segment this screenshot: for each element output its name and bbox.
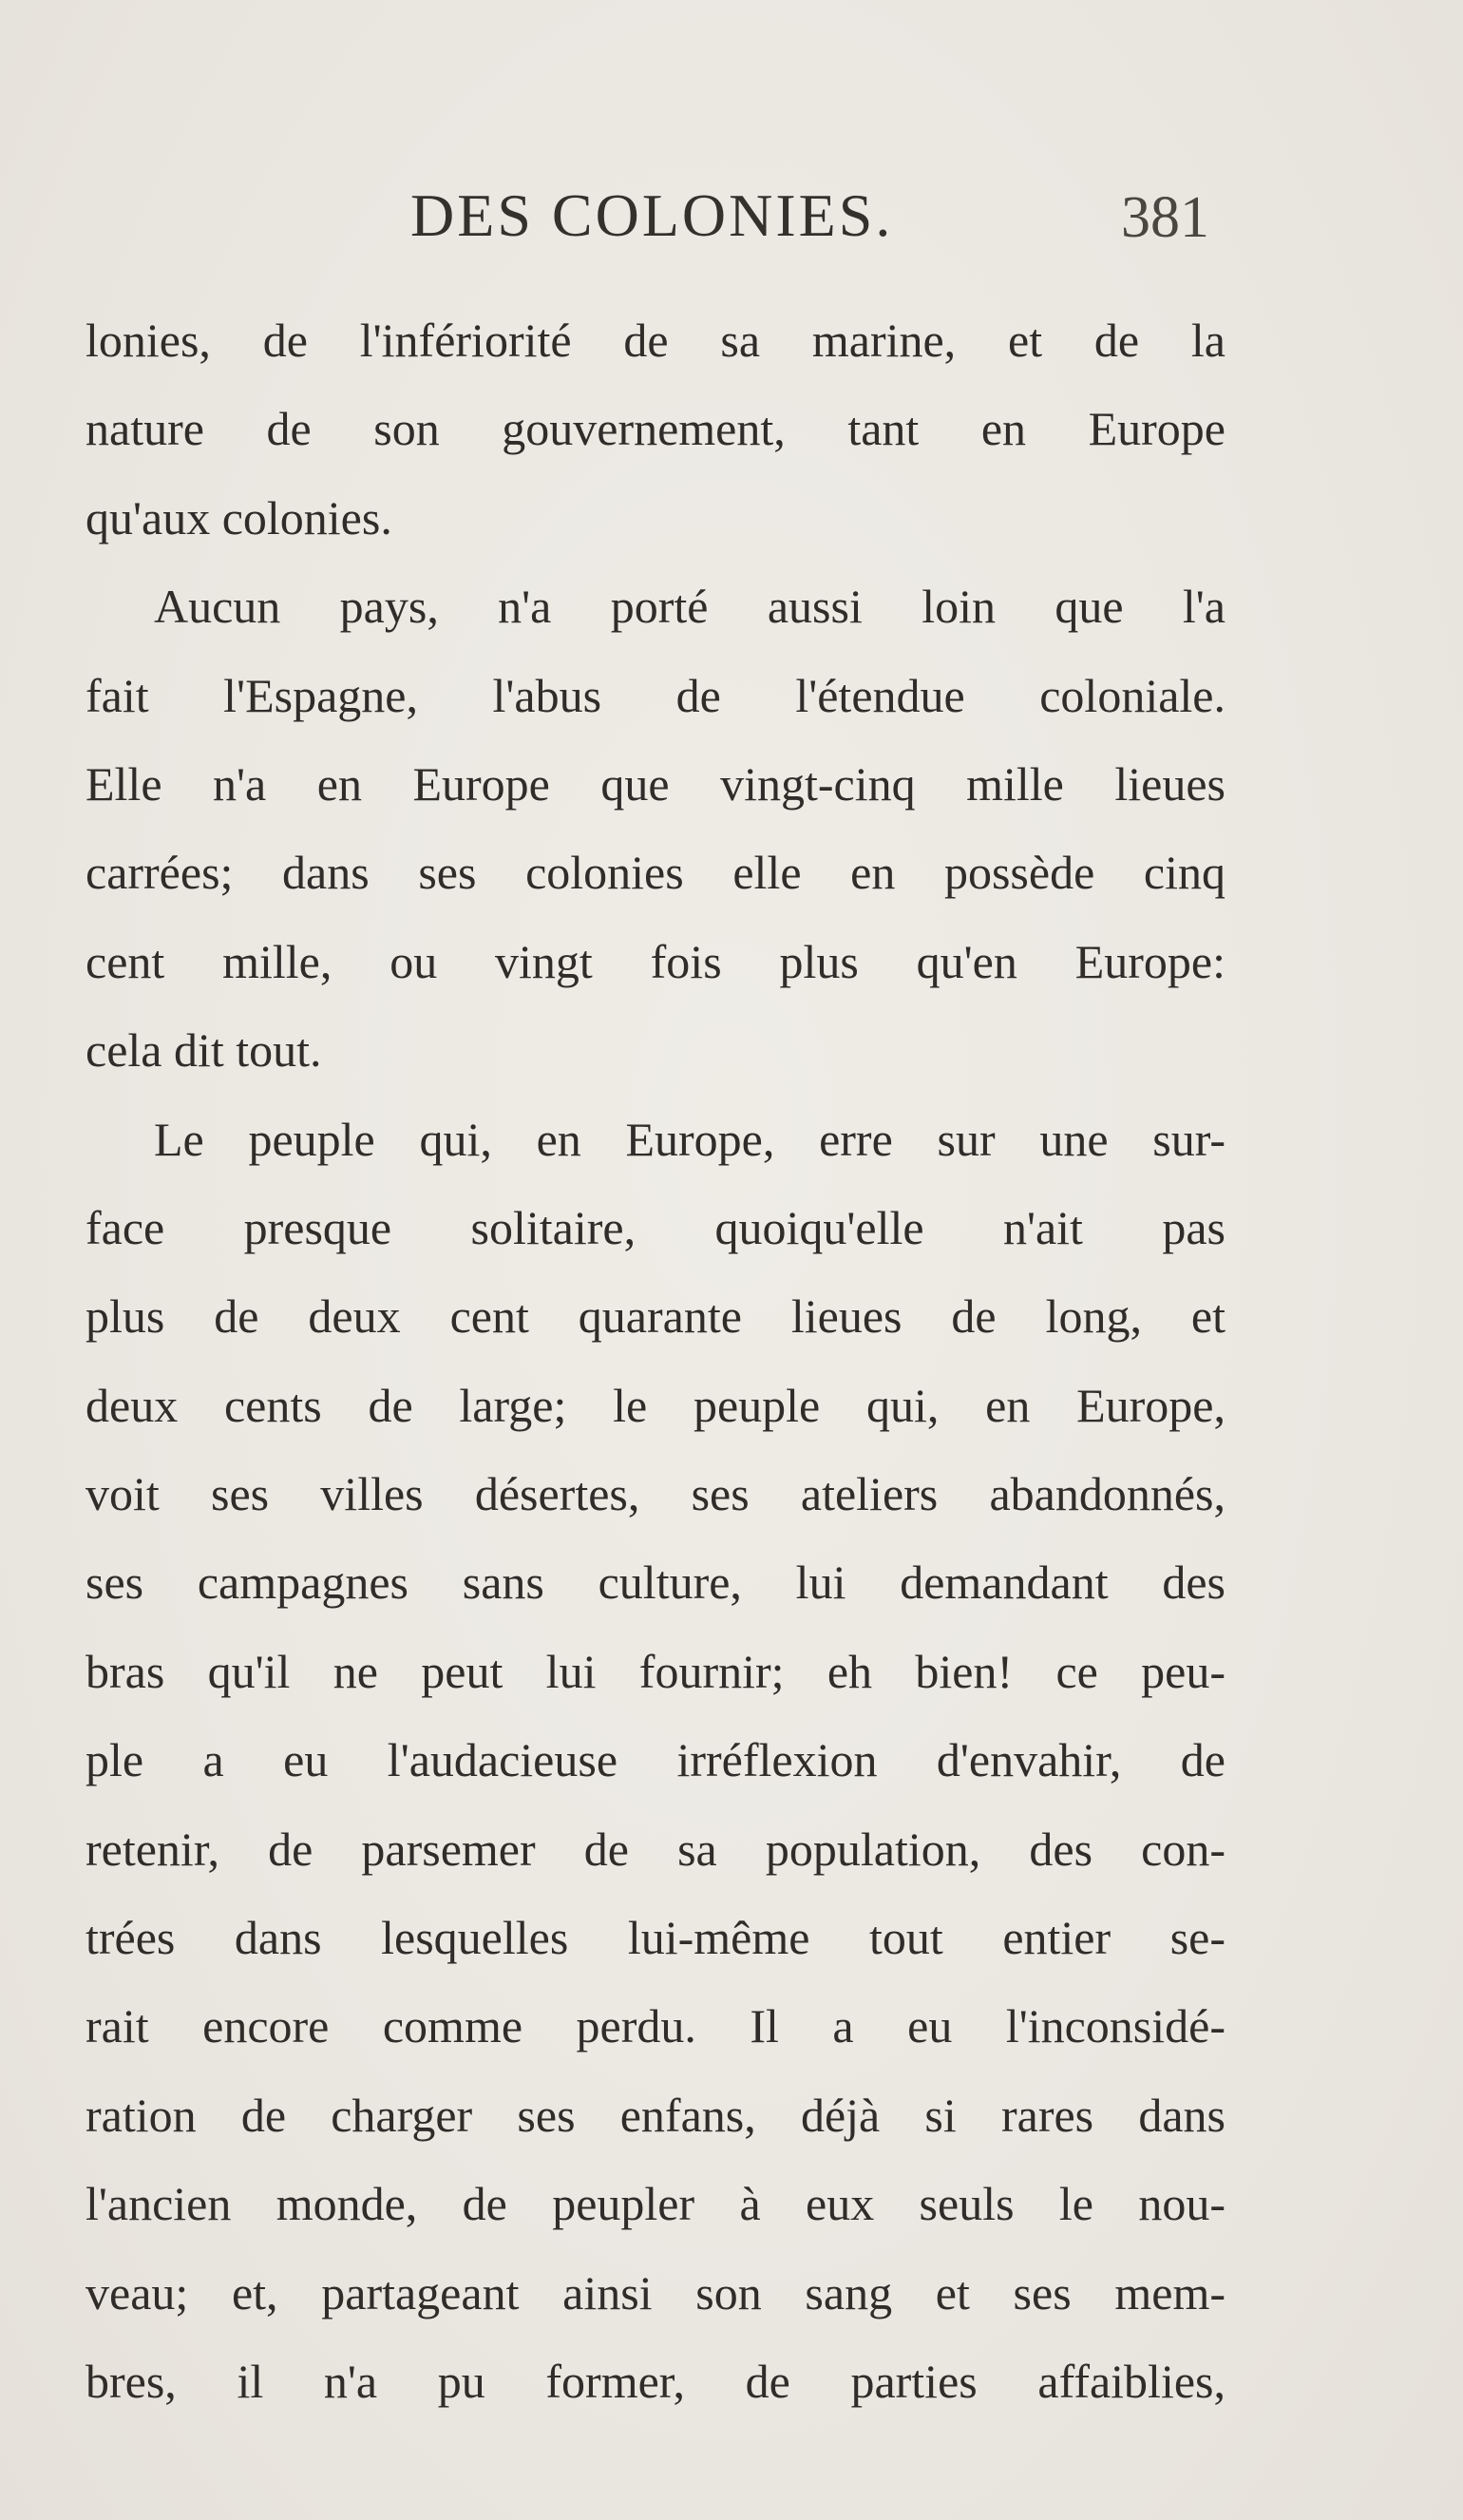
running-title: DES COLONIES. — [410, 181, 894, 249]
text-line: l'ancien monde, de peupler à eux seuls le nou- — [86, 2177, 1226, 2231]
text-line: cela dit tout. — [86, 1023, 322, 1078]
text-line: ration de charger ses enfans, déjà si rares dans — [86, 2088, 1226, 2142]
text-line: ple a eu l'audacieuse irréflexion d'envahir, de — [86, 1733, 1226, 1787]
body-text — [86, 296, 1226, 2426]
text-line: bres, il n'a pu former, de parties affaiblies, — [86, 2354, 1226, 2408]
text-line: rait encore comme perdu. Il a eu l'inconsidé- — [86, 1999, 1226, 2053]
paragraph-start-line: Le peuple qui, en Europe, erre sur une sur- — [154, 1112, 1226, 1166]
text-line: Elle n'a en Europe que vingt-cinq mille lieues — [86, 756, 1226, 811]
page-header — [86, 181, 1226, 257]
text-line: ses campagnes sans culture, lui demandant des — [86, 1556, 1226, 1610]
text-line: bras qu'il ne peut lui fournir; eh bien! ce peu- — [86, 1644, 1226, 1698]
text-line: deux cents de large; le peuple qui, en Europe, — [86, 1378, 1226, 1432]
text-line: trées dans lesquelles lui-même tout entier se- — [86, 1911, 1226, 1965]
text-line: carrées; dans ses colonies elle en possède cinq — [86, 846, 1226, 900]
text-line: cent mille, ou vingt fois plus qu'en Europe: — [86, 934, 1226, 988]
text-line: retenir, de parsemer de sa population, des con- — [86, 1822, 1226, 1876]
text-line: fait l'Espagne, l'abus de l'étendue coloniale. — [86, 668, 1226, 722]
text-line: face presque solitaire, quoiqu'elle n'ait pas — [86, 1200, 1226, 1254]
text-line: nature de son gouvernement, tant en Europe — [86, 402, 1226, 456]
text-line: lonies, de l'infériorité de sa marine, et de la — [86, 314, 1226, 367]
text-line: qu'aux colonies. — [86, 490, 392, 544]
text-line: plus de deux cent quarante lieues de long, et — [86, 1289, 1226, 1344]
page-number: 381 — [1121, 185, 1209, 250]
paragraph-start-line: Aucun pays, n'a porté aussi loin que l'a — [154, 580, 1226, 634]
text-line: veau; et, partageant ainsi son sang et ses mem- — [86, 2265, 1226, 2320]
text-line: voit ses villes désertes, ses ateliers abandonnés, — [86, 1467, 1226, 1521]
